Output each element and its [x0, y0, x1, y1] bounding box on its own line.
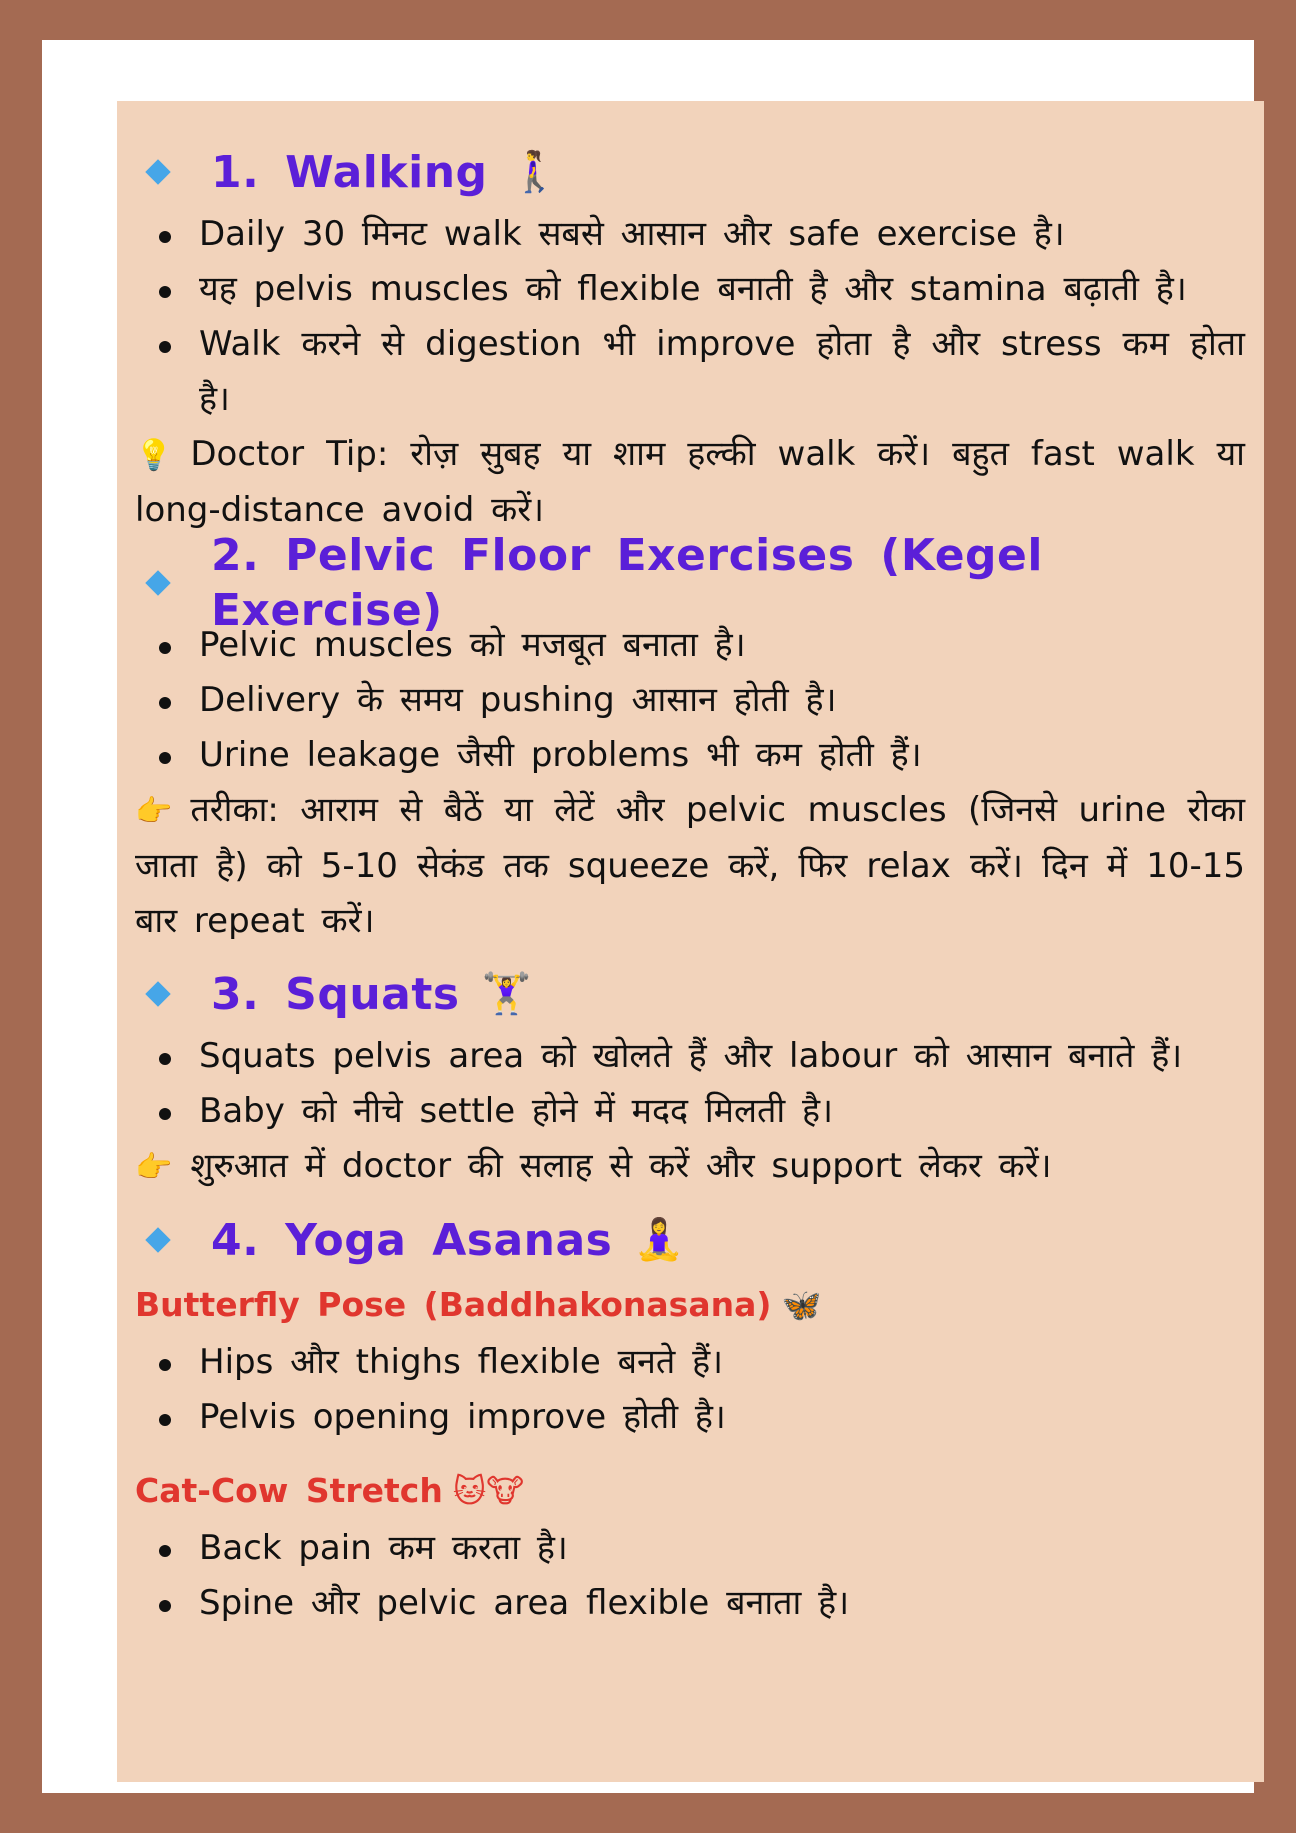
- white-frame: [42, 40, 1254, 1793]
- diamond-bullet-icon: [145, 570, 170, 595]
- article-body: [135, 137, 1245, 1631]
- section-heading: [135, 959, 1245, 1029]
- list-item: Pelvis opening improve होती है।: [135, 1390, 1245, 1445]
- woman-in-lotus-position-icon: 🧘‍♀️: [634, 1216, 685, 1263]
- bullet-list: [135, 618, 1245, 783]
- diamond-bullet-icon: [145, 1227, 170, 1252]
- bullet-list: [135, 1029, 1245, 1139]
- content-card: [117, 101, 1264, 1782]
- section-heading: [135, 1205, 1245, 1275]
- section-heading: [135, 137, 1245, 207]
- method-text: तरीका: आराम से बैठें या लेटें और pelvic muscles (जिनसे urine रोका जाता है) को 5-10 सेकंड तक squeeze करें, फिर relax करें। दिन में 10-15 बार repeat करें।: [135, 790, 1245, 941]
- section-title: 3. Squats: [211, 968, 460, 1020]
- butterfly-icon: 🦋: [781, 1286, 822, 1324]
- diamond-bullet-icon: [145, 159, 170, 184]
- list-item: Hips और thighs flexible बनते हैं।: [135, 1335, 1245, 1390]
- section-title: 1. Walking: [211, 146, 488, 198]
- cat-and-cow-icon: 🐱🐮: [452, 1472, 525, 1510]
- advice-text: शुरुआत में doctor की सलाह से करें और support लेकर करें।: [190, 1146, 1052, 1186]
- list-item: Delivery के समय pushing आसान होती है।: [135, 673, 1245, 728]
- list-item: Daily 30 मिनट walk सबसे आसान और safe exercise है।: [135, 207, 1245, 262]
- section-title: 2. Pelvic Floor Exercises (Kegel Exercise): [211, 530, 1043, 636]
- light-bulb-icon: 💡: [135, 438, 173, 473]
- pointing-hand-icon: 👉: [135, 794, 173, 829]
- bullet-list: [135, 1335, 1245, 1445]
- bullet-list: [135, 1521, 1245, 1631]
- method-note: [135, 783, 1245, 949]
- pointing-hand-icon: 👉: [135, 1150, 173, 1185]
- subsection-heading-cat-cow: [135, 1461, 1245, 1521]
- woman-walking-icon: 🚶‍♀️: [509, 148, 560, 195]
- woman-lifting-weights-icon: 🏋️‍♀️: [481, 970, 532, 1017]
- list-item: Urine leakage जैसी problems भी कम होती हैं।: [135, 728, 1245, 783]
- section-walking: [135, 137, 1245, 538]
- section-heading: [135, 530, 1245, 636]
- doctor-tip: [135, 427, 1245, 538]
- subsection-title: Butterfly Pose (Baddhakonasana): [135, 1285, 772, 1324]
- list-item: Pelvic muscles को मजबूत बनाता है।: [135, 618, 1245, 673]
- list-item: Back pain कम करता है।: [135, 1521, 1245, 1576]
- subsection-heading-butterfly: [135, 1275, 1245, 1335]
- tip-text: Doctor Tip: रोज़ सुबह या शाम हल्की walk करें। बहुत fast walk या long-distance avoid करें।: [135, 434, 1245, 530]
- section-title: 4. Yoga Asanas: [211, 1214, 613, 1266]
- subsection-title: Cat-Cow Stretch: [135, 1471, 443, 1510]
- section-squats: [135, 959, 1245, 1195]
- list-item: यह pelvis muscles को flexible बनाती है और stamina बढ़ाती है।: [135, 262, 1245, 317]
- section-pelvic-floor: [135, 530, 1245, 949]
- list-item: Spine और pelvic area flexible बनाता है।: [135, 1576, 1245, 1631]
- diamond-bullet-icon: [145, 981, 170, 1006]
- advice-note: [135, 1139, 1245, 1195]
- section-yoga: [135, 1205, 1245, 1631]
- list-item: Walk करने से digestion भी improve होता है और stress कम होता है।: [135, 317, 1245, 427]
- list-item: Squats pelvis area को खोलते हैं और labour को आसान बनाते हैं।: [135, 1029, 1245, 1084]
- list-item: Baby को नीचे settle होने में मदद मिलती है।: [135, 1084, 1245, 1139]
- bullet-list: [135, 207, 1245, 427]
